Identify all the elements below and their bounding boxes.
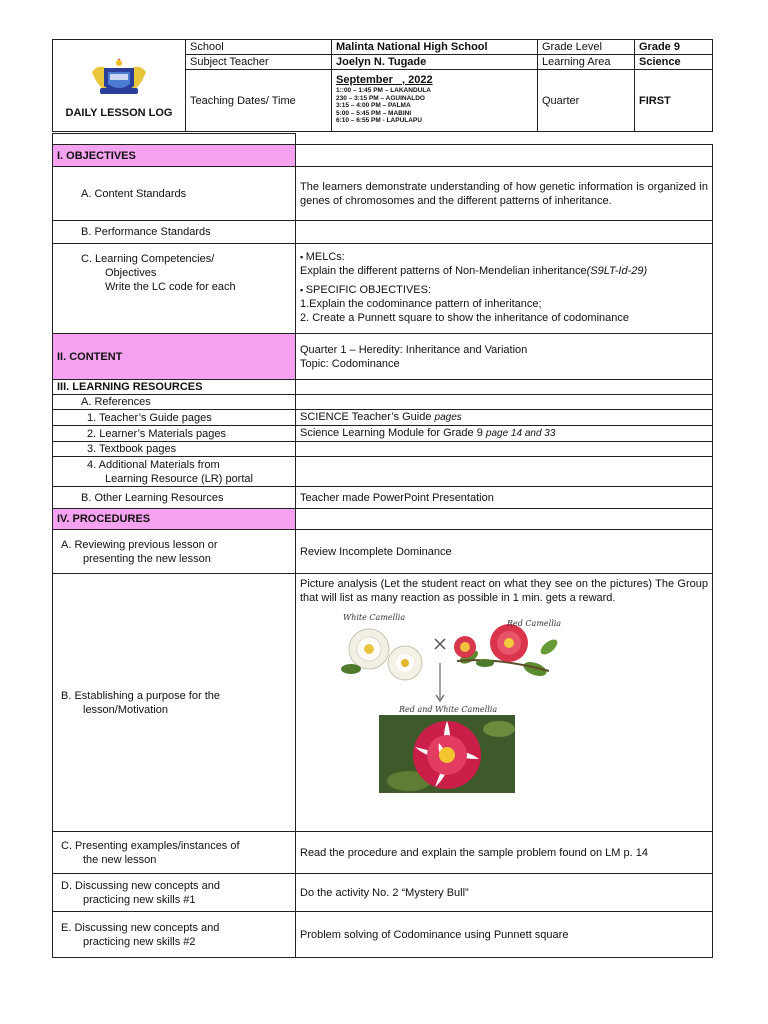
schedule-2: 230 – 3:15 PM – AGUINALDO [336,94,425,102]
spacer-cell-right [296,134,713,145]
content-standards-label: A. Content Standards [53,167,296,221]
logo-cell [53,40,186,132]
content-value [296,334,713,380]
red-camellia-image [454,624,560,679]
proc-a-label-2: presenting the new lesson [83,552,211,565]
tg-text: SCIENCE Teacher’s Guide [300,411,435,423]
quarter-label: Quarter [538,70,635,132]
additional-value [296,457,713,487]
specific-objective-2: 2. Create a Punnett square to show the inheritance of codominance [300,312,629,324]
references-value [296,395,713,410]
lesson-table [52,133,713,958]
tg-value [296,410,713,426]
learning-area-value: Science [635,55,713,70]
melcs-line [300,264,708,278]
spacer-cell [53,134,296,145]
cross-camellia-label: Red and White Camellia [399,705,498,714]
log-title: DAILY LESSON LOG [65,106,173,119]
proc-a-label [53,530,296,574]
proc-c-label-2: the new lesson [83,853,157,866]
resources-heading: III. LEARNING RESOURCES [53,380,296,395]
school-logo-icon [86,54,152,102]
grade-level-value: Grade 9 [635,40,713,55]
learning-area-label: Learning Area [538,55,635,70]
competencies-label-2: Objectives [105,267,157,279]
lm-suffix: page 14 and 33 [485,428,556,439]
other-resources-value: Teacher made PowerPoint Presentation [296,487,713,509]
proc-c-label-1: C. Presenting examples/instances of [61,839,240,852]
red-camellia-label: Red Camellia [507,619,562,628]
melcs-code: (S9LT-Id-29) [586,265,648,277]
performance-standards-label: B. Performance Standards [53,221,296,244]
textbook-label: 3. Textbook pages [53,442,296,457]
competencies-label [53,244,296,334]
proc-d-label-1: D. Discussing new concepts and [61,879,220,892]
white-camellia-image [341,629,422,680]
proc-b-label [53,574,296,832]
specific-heading: ▪ SPECIFIC OBJECTIVES: [300,283,708,297]
proc-e-label [53,912,296,958]
proc-b-text: Picture analysis (Let the student react on what they see on the pictures) The Group that will list as many reaction as possible in 1 min. gets a reward. [300,578,708,604]
objectives-heading: I. OBJECTIVES [53,145,296,167]
proc-e-value: Problem solving of Codominance using Punnett square [296,912,713,958]
dates-cell [332,70,538,132]
white-camellia-label: White Camellia [343,613,406,622]
melcs-heading: ▪ MELCs: [300,250,708,264]
proc-a-label-1: A. Reviewing previous lesson or [61,538,218,551]
schedule-1: 1::00 – 1:45 PM – LAKANDULA [336,87,431,94]
proc-e-label-2: practicing new skills #2 [83,935,196,948]
lm-label: 2. Learner’s Materials pages [53,426,296,442]
camellia-illustration [339,611,669,793]
additional-label [53,457,296,487]
teacher-value: Joelyn N. Tugade [332,55,538,70]
teacher-label: Subject Teacher [186,55,332,70]
content-line-2: Topic: Codominance [300,357,400,370]
proc-b-value [296,574,713,832]
competencies-value [296,244,713,334]
procedures-heading: IV. PROCEDURES [53,509,296,530]
proc-d-value: Do the activity No. 2 “Mystery Bull” [296,874,713,912]
textbook-value [296,442,713,457]
resources-heading-blank [296,380,713,395]
proc-d-label [53,874,296,912]
proc-c-value: Read the procedure and explain the sample problem found on LM p. 14 [296,832,713,874]
additional-label-1: 4. Additional Materials from [87,458,220,471]
references-label: A. References [53,395,296,410]
red-white-camellia-image [379,715,515,793]
content-line-1: Quarter 1 – Heredity: Inheritance and Variation [300,343,528,356]
camellia-figure [339,611,669,793]
content-heading: II. CONTENT [53,334,296,380]
header-table [52,39,713,132]
schedule-4: 5:00 – 5:45 PM – MABINI [336,109,412,117]
additional-label-2: Learning Resource (LR) portal [105,472,253,485]
dates-label: Teaching Dates/ Time [186,70,332,132]
objectives-heading-blank [296,145,713,167]
competencies-label-3: Write the LC code for each [105,281,236,293]
tg-label: 1. Teacher’s Guide pages [53,410,296,426]
school-value: Malinta National High School [332,40,538,55]
schedule-3: 3:15 – 4:00 PM – PALMA [336,102,411,109]
quarter-value: FIRST [635,70,713,132]
proc-b-label-2: lesson/Motivation [83,703,168,716]
proc-b-label-1: B. Establishing a purpose for the [61,689,220,702]
specific-objective-1: 1.Explain the codominance pattern of inheritance; [300,298,542,310]
grade-level-label: Grade Level [538,40,635,55]
competencies-label-1: C. Learning Competencies/ [81,253,215,265]
other-resources-label: B. Other Learning Resources [53,487,296,509]
school-label: School [186,40,332,55]
proc-c-label [53,832,296,874]
lm-text: Science Learning Module for Grade 9 [300,427,486,439]
melcs-text: Explain the different patterns of Non-Mendelian inheritance [300,265,587,277]
procedures-heading-blank [296,509,713,530]
proc-e-label-1: E. Discussing new concepts and [61,921,220,934]
content-standards-value: The learners demonstrate understanding of how genetic information is organized in genes of chromosomes and the different patterns of inheritance. [296,167,713,221]
tg-suffix: pages [434,412,462,423]
performance-standards-value [296,221,713,244]
proc-a-value: Review Incomplete Dominance [296,530,713,574]
date-value: September , 2022 [336,74,433,86]
proc-d-label-2: practicing new skills #1 [83,893,196,906]
schedule-5: 6:10 – 6:55 PM - LAPULAPU [336,117,422,124]
lm-value [296,426,713,442]
